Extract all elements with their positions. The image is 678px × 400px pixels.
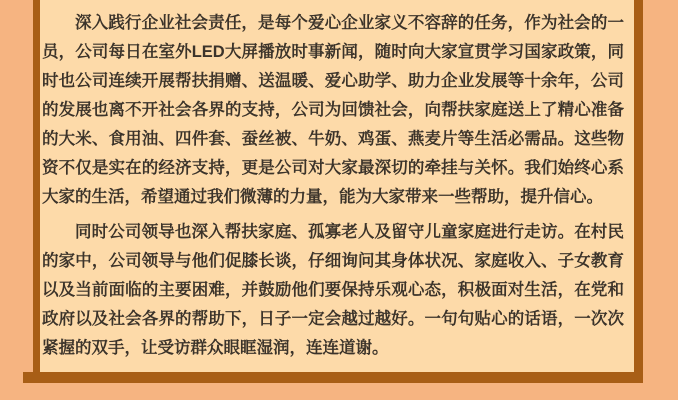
article-content (40, 0, 634, 372)
frame-right-border (634, 0, 643, 383)
frame-bottom-border (23, 372, 643, 383)
article-paragraph-2: 同时公司领导也深入帮扶家庭、孤寡老人及留守儿童家庭进行走访。在村民的家中，公司领导与他们促膝长谈，仔细询问其身体状况、家庭收入、子女教育以及当前面临的主要困难，并鼓励他们要保持乐观心态，积极面对生活，在党和政府以及社会各界的帮助下，日子一定会越过越好。一句句贴心的话语，一次次紧握的双手，让受访群众眼眶湿润，连连道谢。 (42, 223, 624, 357)
article-paragraph-1: 深入践行企业社会责任，是每个爱心企业家义不容辞的任务，作为社会的一员，公司每日在室外LED大屏播放时事新闻，随时向大家宣贯学习国家政策，同时也公司连续开展帮扶捐赠、送温暖、爱心助学、助力企业发展等十余年，公司的发展也离不开社会各界的支持，公司为回馈社会，向帮扶家庭送上了精心准备的大米、食用油、四件套、蚕丝被、牛奶、鸡蛋、燕麦片等生活必需品。这些物资不仅是实在的经济支持，更是公司对大家最深切的牵挂与关怀。我们始终心系大家的生活，希望通过我们微薄的力量，能为大家带来一些帮助，提升信心。 (42, 14, 624, 206)
frame-left-border (33, 0, 40, 383)
